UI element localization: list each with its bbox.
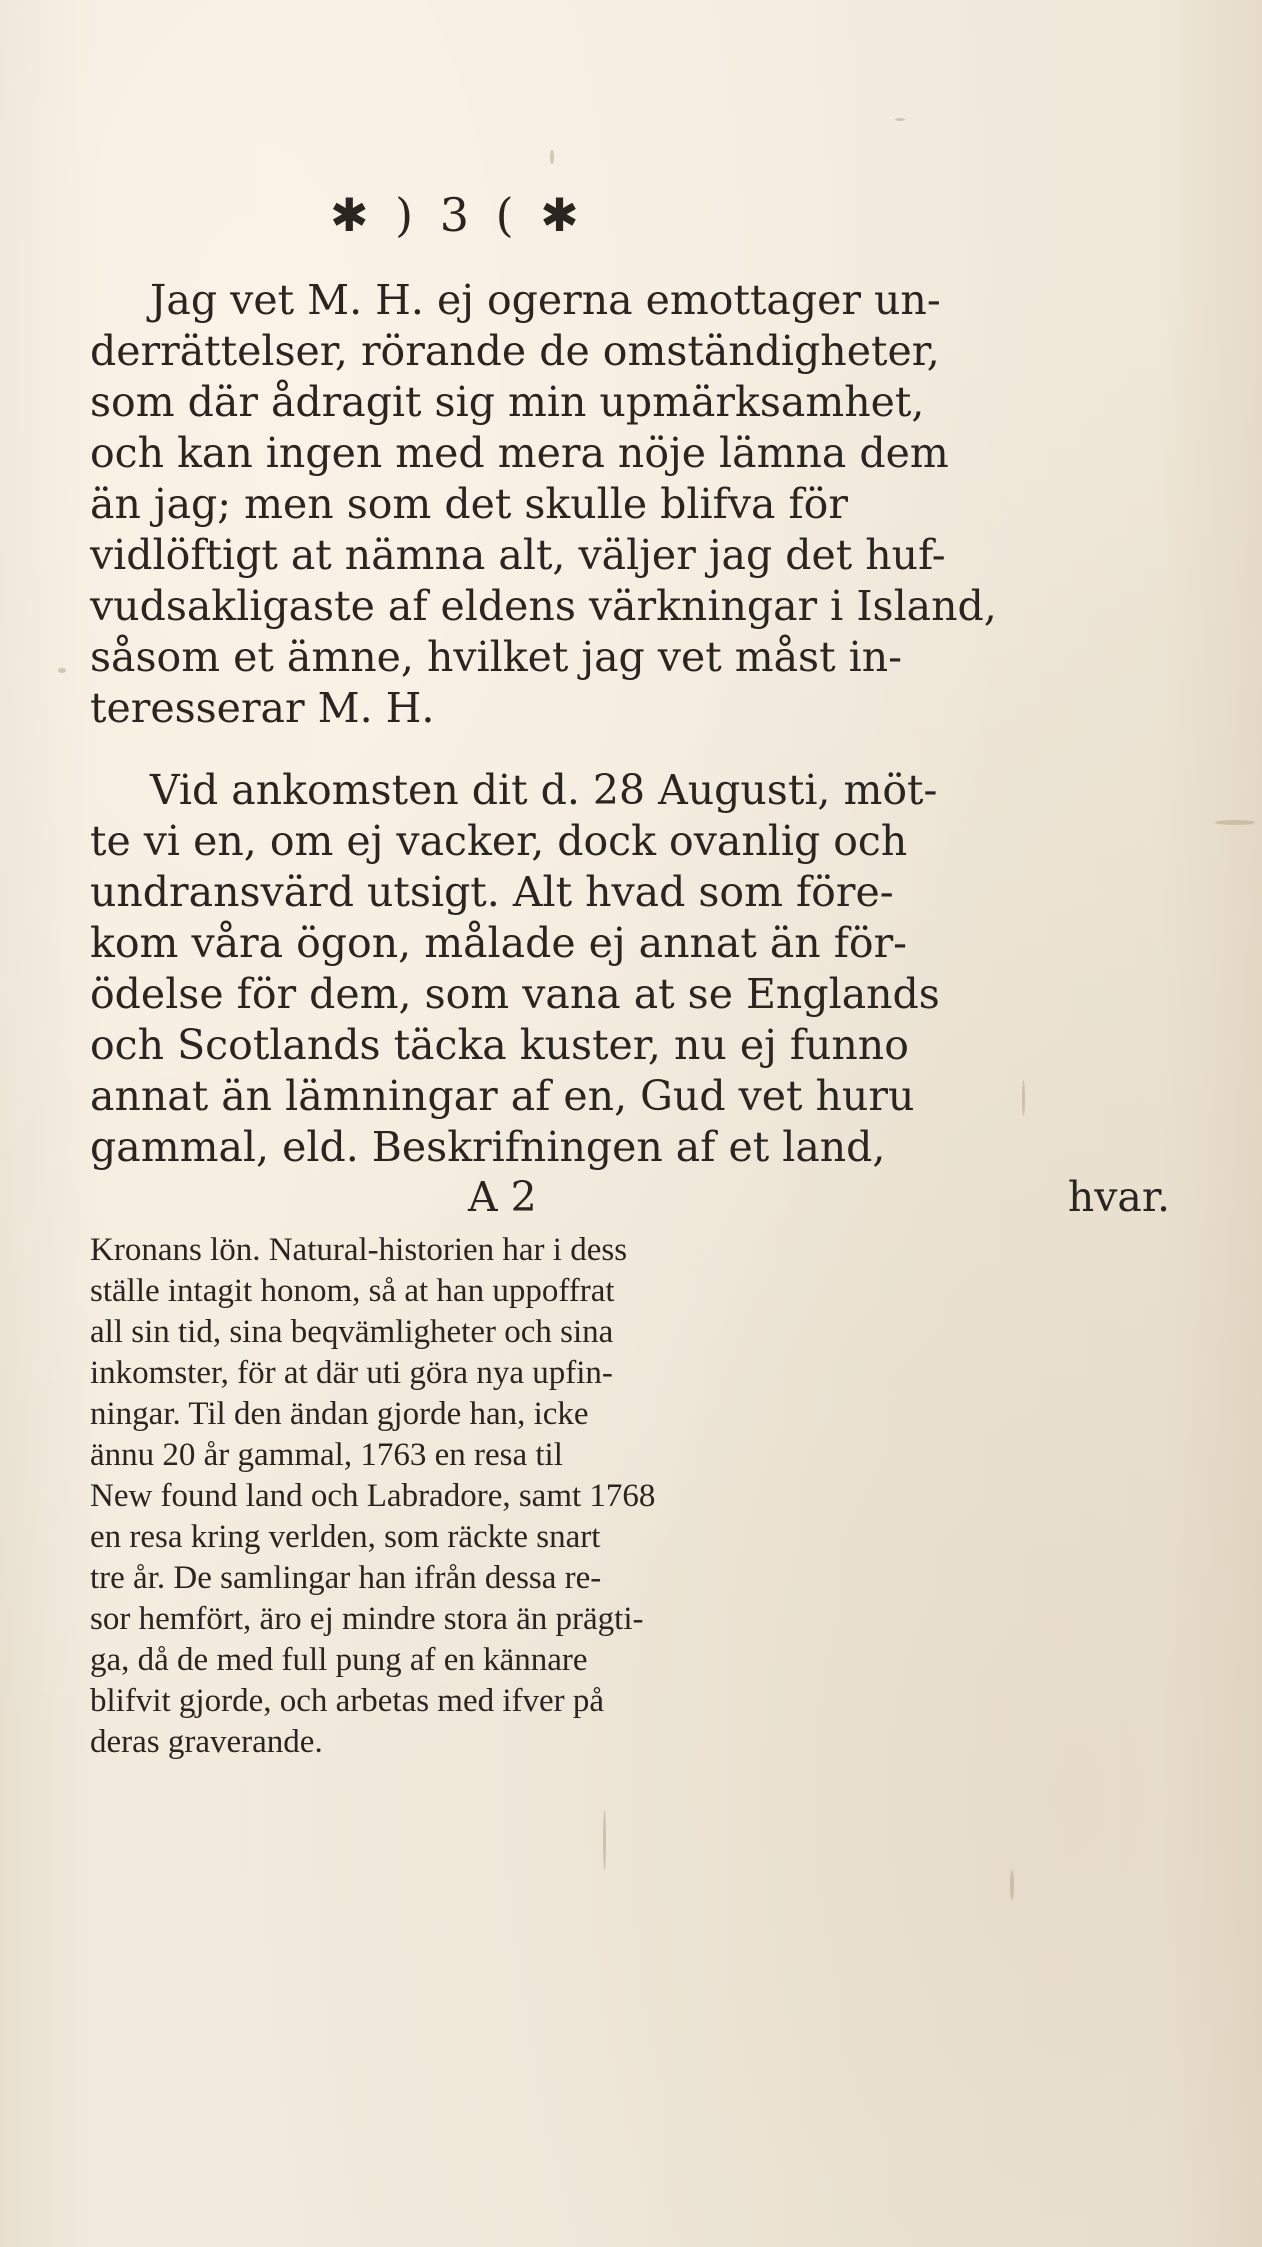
text-line: gammal, eld. Beskrifningen af et land,: [90, 1123, 886, 1171]
paper-speck: [895, 118, 905, 121]
text-line: derrättelser, rörande de omständigheter,: [90, 327, 940, 375]
signature-mark: A 2: [468, 1173, 537, 1221]
signature-line: [90, 1172, 1170, 1223]
footnote-line: ställe intagit honom, så at han uppoffrat: [90, 1273, 615, 1309]
paper-speck: [1215, 820, 1255, 825]
text-line: och Scotlands täcka kuster, nu ej funno: [90, 1021, 909, 1069]
text-line: vidlöftigt at nämna alt, väljer jag det huf-: [90, 531, 946, 579]
paper-speck: [58, 668, 66, 673]
paragraph-2: [90, 765, 940, 1173]
footnote-line: all sin tid, sina beqvämligheter och sina: [90, 1314, 614, 1350]
text-line: och kan ingen med mera nöje lämna dem: [90, 429, 949, 477]
text-line: teresserar M. H.: [90, 684, 435, 732]
footnote-line: ännu 20 år gammal, 1763 en resa til: [90, 1437, 563, 1473]
footnote-line: ningar. Til den ändan gjorde han, icke: [90, 1396, 589, 1432]
paper-speck: [603, 1810, 606, 1870]
footnote-line: deras graverande.: [90, 1724, 323, 1760]
text-line: såsom et ämne, hvilket jag vet måst in-: [90, 633, 902, 681]
footnote: [90, 1230, 655, 1763]
text-line: undransvärd utsigt. Alt hvad som före-: [90, 868, 894, 916]
page-header: ✱ ) 3 ( ✱: [330, 188, 585, 242]
text-line: vudsakligaste af eldens värkningar i Island,: [90, 582, 997, 630]
text-line: annat än lämningar af en, Gud vet huru: [90, 1072, 915, 1120]
footnote-line: en resa kring verlden, som räckte snart: [90, 1519, 601, 1555]
paper-speck: [1010, 1870, 1014, 1900]
paper-speck: [550, 150, 554, 164]
text-line: Jag vet M. H. ej ogerna emottager un-: [150, 276, 941, 324]
text-line: ödelse för dem, som vana at se Englands: [90, 970, 940, 1018]
footnote-line: Kronans lön. Natural-historien har i dess: [90, 1232, 628, 1268]
footnote-line: inkomster, för at där uti göra nya upfin-: [90, 1355, 613, 1391]
catchword: hvar.: [1067, 1173, 1170, 1221]
paper-speck: [1022, 1080, 1025, 1116]
footnote-line: sor hemfört, äro ej mindre stora än prägti-: [90, 1601, 644, 1637]
footnote-line: tre år. De samlingar han ifrån dessa re-: [90, 1560, 602, 1596]
footnote-line: blifvit gjorde, och arbetas med ifver på: [90, 1683, 605, 1719]
text-line: kom våra ögon, målade ej annat än för-: [90, 919, 908, 967]
text-line: som där ådragit sig min upmärksamhet,: [90, 378, 925, 426]
footnote-line: ga, då de med full pung af en kännare: [90, 1642, 588, 1678]
text-line: än jag; men som det skulle blifva för: [90, 480, 848, 528]
text-line: Vid ankomsten dit d. 28 Augusti, möt-: [150, 766, 938, 814]
text-line: te vi en, om ej vacker, dock ovanlig och: [90, 817, 908, 865]
footnote-line: New found land och Labradore, samt 1768: [90, 1478, 656, 1514]
paragraph-1: [90, 275, 997, 734]
